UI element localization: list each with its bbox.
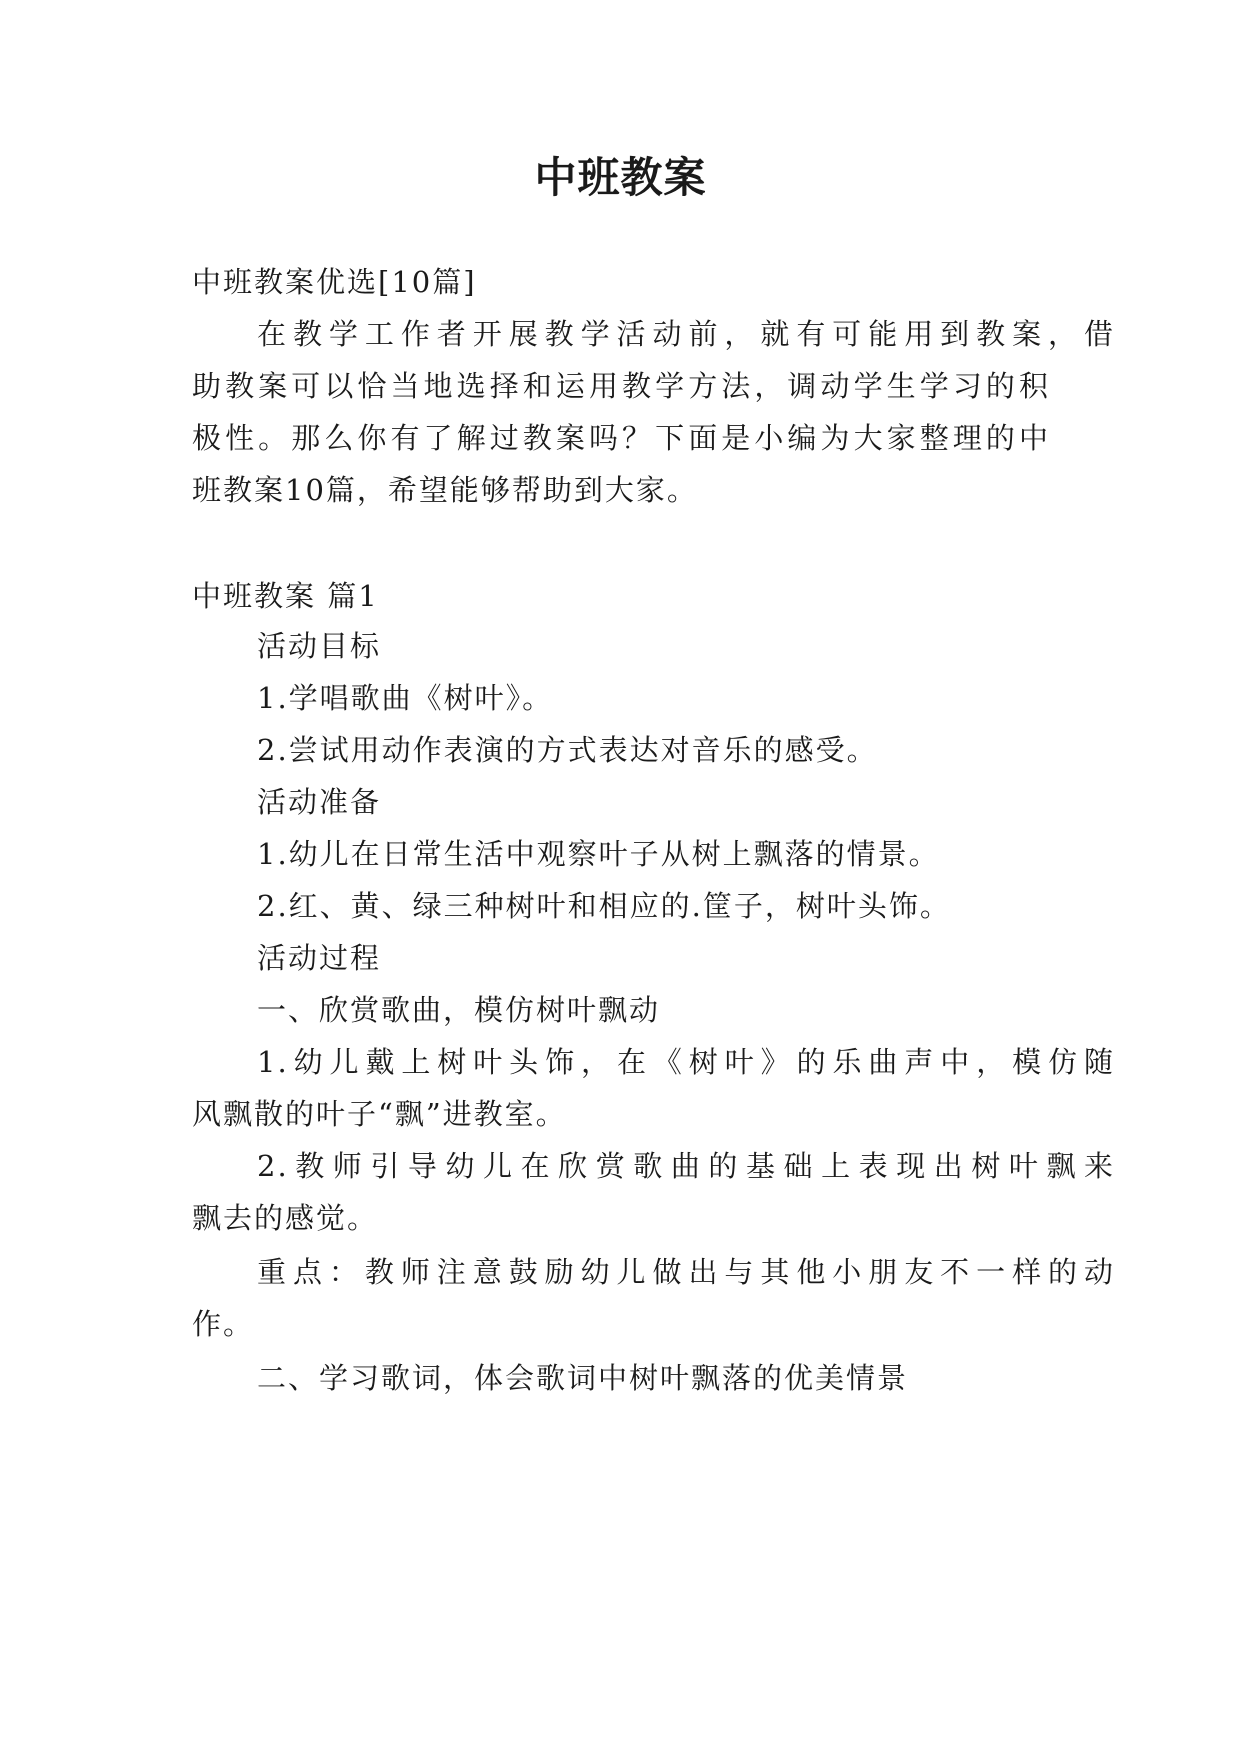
intro-line: 助教案可以恰当地选择和运用教学方法，调动学生学习的积 <box>192 369 1050 403</box>
document-title: 中班教案 <box>534 153 707 202</box>
content-line: 飘去的感觉。 <box>192 1201 379 1235</box>
content-line: 活动准备 <box>257 785 382 819</box>
intro-line: 极性。那么你有了解过教案吗？下面是小编为大家整理的中 <box>192 421 1050 455</box>
content-line: 二、学习歌词，体会歌词中树叶飘落的优美情景 <box>257 1361 909 1395</box>
content-line: 一、欣赏歌曲，模仿树叶飘动 <box>257 993 661 1027</box>
content-line: 2.教师引导幼儿在欣赏歌曲的基础上表现出树叶飘来 <box>257 1149 1115 1183</box>
content-line: 风飘散的叶子“飘”进教室。 <box>192 1097 567 1131</box>
content-line: 重点：教师注意鼓励幼儿做出与其他小朋友不一样的动 <box>257 1255 1115 1289</box>
section-heading: 中班教案 篇1 <box>192 579 379 613</box>
document-subtitle: 中班教案优选[10篇] <box>192 265 477 299</box>
content-line: 作。 <box>192 1307 255 1341</box>
content-line: 活动目标 <box>257 629 382 663</box>
content-line: 1.幼儿戴上树叶头饰，在《树叶》的乐曲声中，模仿随 <box>257 1045 1115 1079</box>
intro-line: 班教案10篇，希望能够帮助到大家。 <box>192 473 698 507</box>
content-line: 2.红、黄、绿三种树叶和相应的.筐子，树叶头饰。 <box>257 889 951 923</box>
content-line: 活动过程 <box>257 941 382 975</box>
content-line: 2.尝试用动作表演的方式表达对音乐的感受。 <box>257 733 878 767</box>
content-line: 1.学唱歌曲《树叶》。 <box>257 681 554 715</box>
intro-line: 在教学工作者开展教学活动前，就有可能用到教案，借 <box>257 317 1115 351</box>
content-line: 1.幼儿在日常生活中观察叶子从树上飘落的情景。 <box>257 837 940 871</box>
